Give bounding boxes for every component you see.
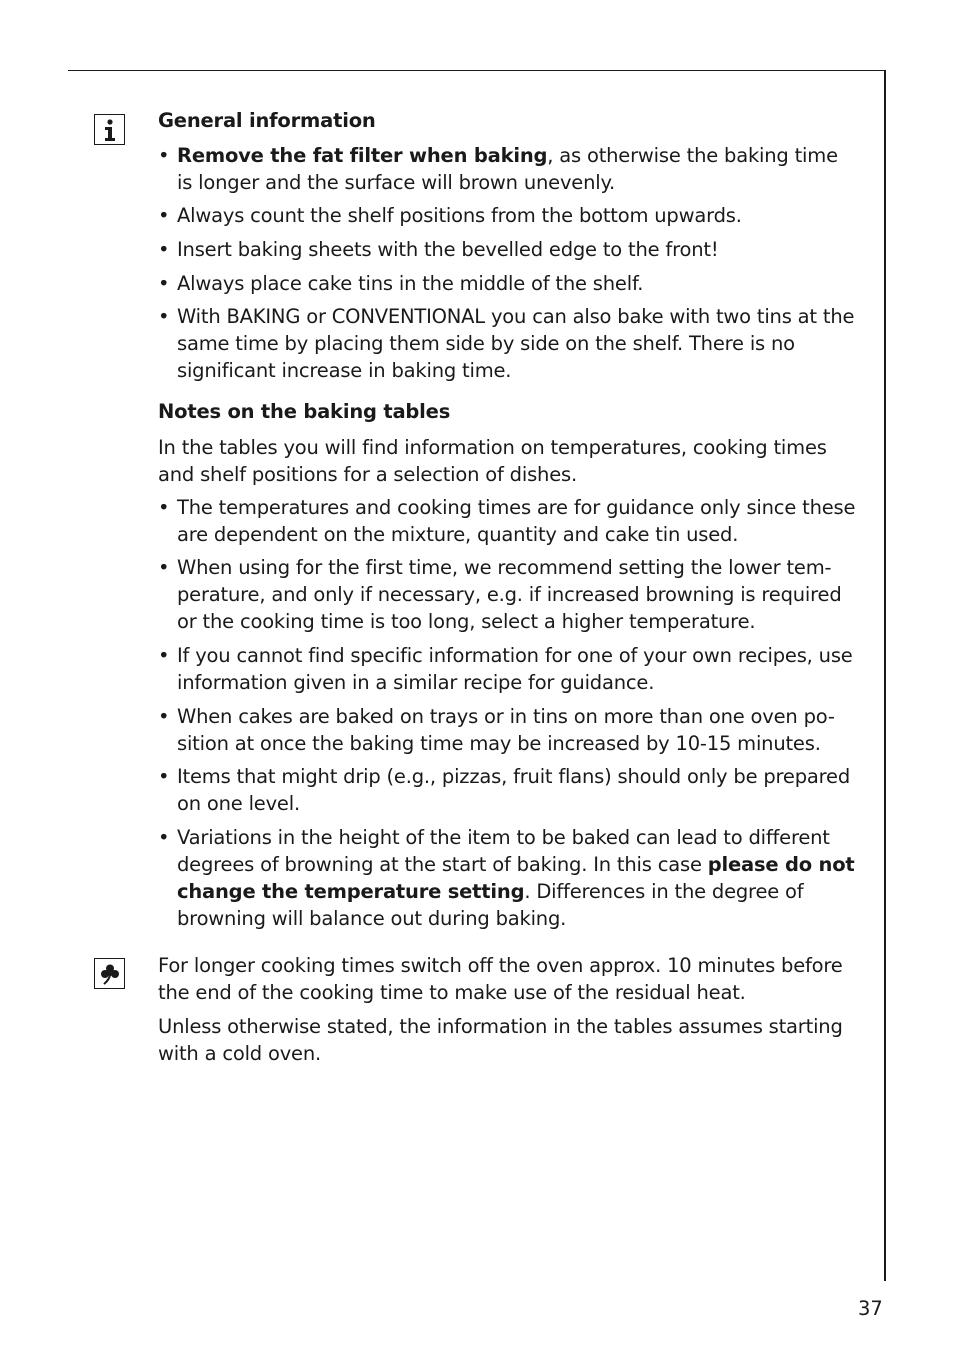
temperature-setting-emphasis: please do not change the temperature setting: [177, 853, 855, 903]
list-item: [158, 236, 858, 263]
list-item: [158, 554, 858, 635]
list-item-text: With BAKING or CONVENTIONAL you can also bake with two tins at the same time by placing them side by side on the shelf. There is no significant increase in baking time.: [177, 305, 855, 382]
list-item: [158, 763, 858, 817]
list-item: [158, 202, 858, 229]
list-item: [158, 303, 858, 384]
clover-icon: [94, 958, 125, 989]
list-item-text: . Differences in the degree of browning will balance out during baking.: [177, 880, 804, 930]
info-icon: [94, 114, 125, 145]
list-item-text: Always count the shelf positions from the bottom upwards.: [177, 204, 742, 227]
list-item: [158, 142, 858, 196]
right-rule: [884, 70, 886, 1281]
bullet-marker: •: [158, 305, 170, 328]
list-item: [158, 703, 858, 757]
notes-heading: Notes on the baking tables: [158, 400, 451, 423]
list-item: [158, 642, 858, 696]
bullet-marker: •: [158, 765, 170, 788]
page-number: 37: [858, 1297, 883, 1320]
list-item-text: Insert baking sheets with the bevelled edge to the front!: [177, 238, 719, 261]
list-item-text: Always place cake tins in the middle of the shelf.: [177, 272, 644, 295]
list-item: [158, 824, 858, 932]
list-item-text: Variations in the height of the item to be baked can lead to different degrees of browning at the start of baking. In this case: [177, 826, 830, 876]
bullet-marker: •: [158, 705, 170, 728]
notes-intro: In the tables you will find information on temperatures, cooking times and shelf positions for a selection of dishes.: [158, 436, 827, 486]
general-information-section: [158, 107, 858, 932]
bullet-marker: •: [158, 238, 170, 261]
list-item-text: , as otherwise the baking time is longer and the surface will brown unevenly.: [177, 144, 838, 194]
list-item-text: When cakes are baked on trays or in tins on more than one oven po-sition at once the baking time may be increased by 10-15 minutes.: [177, 705, 835, 755]
list-item: [158, 494, 858, 548]
residual-heat-paragraph: For longer cooking times switch off the oven approx. 10 minutes before the end of the cooking time to make use of the residual heat.: [158, 954, 843, 1004]
cold-oven-paragraph: Unless otherwise stated, the information in the tables assumes starting with a cold oven.: [158, 1015, 843, 1065]
list-item-text: When using for the first time, we recommend setting the lower tem-perature, and only if necessary, e.g. if increased browning is required or the cooking time is too long, select a higher temperature.: [177, 556, 842, 633]
bullet-marker: •: [158, 826, 170, 849]
bullet-marker: •: [158, 204, 170, 227]
bullet-marker: •: [158, 644, 170, 667]
bullet-marker: •: [158, 556, 170, 579]
list-item: [158, 270, 858, 297]
energy-saving-section: [158, 952, 858, 1067]
list-item-text: The temperatures and cooking times are for guidance only since these are dependent on the mixture, quantity and cake tin used.: [177, 496, 856, 546]
fat-filter-emphasis: Remove the fat filter when baking: [177, 144, 548, 167]
bullet-marker: •: [158, 272, 170, 295]
bullet-marker: •: [158, 496, 170, 519]
list-item-text: Items that might drip (e.g., pizzas, fruit flans) should only be prepared on one level.: [177, 765, 851, 815]
list-item-text: If you cannot find specific information for one of your own recipes, use information given in a similar recipe for guidance.: [177, 644, 853, 694]
bullet-marker: •: [158, 144, 170, 167]
top-rule: [68, 70, 886, 71]
general-information-heading: General information: [158, 109, 376, 132]
